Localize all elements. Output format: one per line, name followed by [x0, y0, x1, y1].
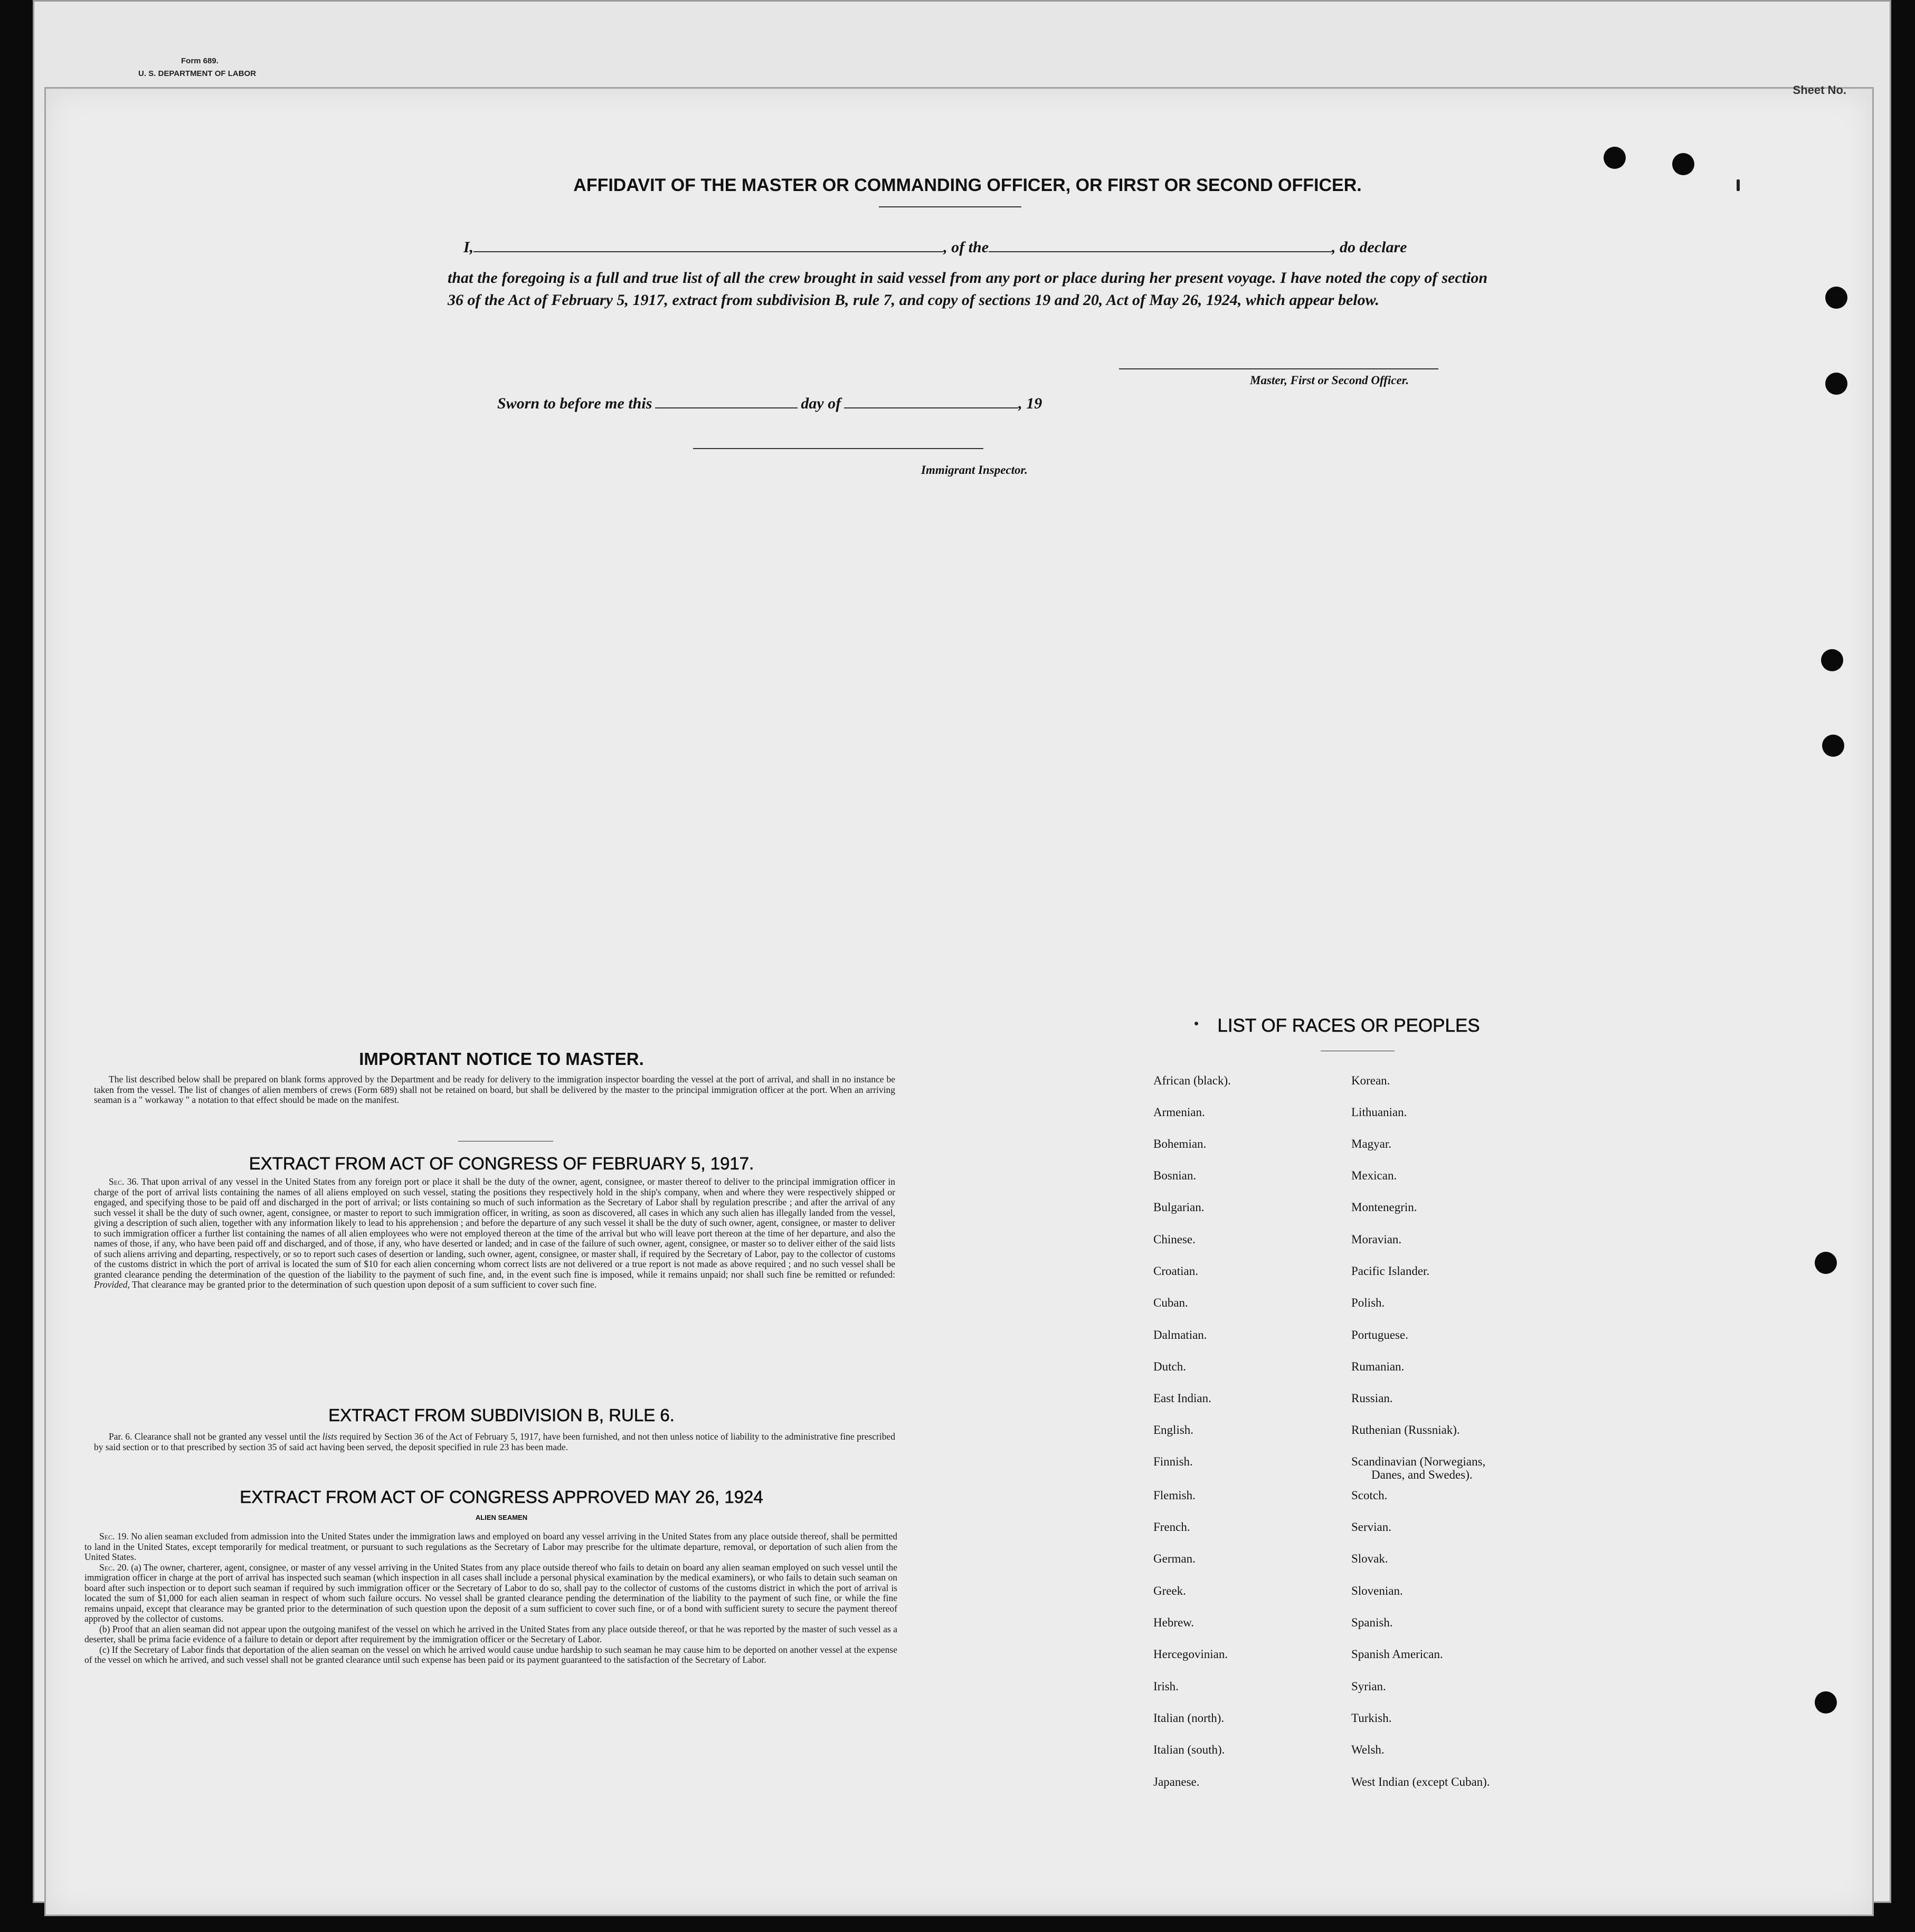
race-item: Flemish.: [1153, 1489, 1196, 1502]
race-item: Bulgarian.: [1153, 1201, 1205, 1214]
notice-title: IMPORTANT NOTICE TO MASTER.: [359, 1049, 644, 1069]
alien-seamen-subtitle: ALIEN SEAMEN: [475, 1514, 528, 1521]
race-item: Syrian.: [1351, 1680, 1386, 1693]
master-signature-line[interactable]: [1119, 368, 1438, 369]
race-item: Italian (north).: [1153, 1711, 1225, 1725]
punch-hole: [1822, 735, 1844, 757]
punch-hole: [1825, 373, 1847, 395]
race-item: Cuban.: [1153, 1296, 1188, 1309]
race-item: Greek.: [1153, 1584, 1186, 1597]
extract-1924-body: Sec. 19. No alien seaman excluded from admission into the United States under the immigration laws and employed on board any vessel arriving in the United States from any place outside thereof, shall be permitted to land in the United States, except temporarily for medical treatment, or pursuant to such regulations as the Secretary of Labor may prescribe for the ultimate departure, removal, or deportation of such alien from the United States. Sec. 20. (a) The owner, charterer, agent, consignee, or master of any vessel arriving in the United States from any place outside thereof who fails to detain on board any alien seaman employed on such vessel until the immigration officer in charge at the port of arrival has inspected such seaman (which inspection in all cases shall include a personal physical examination by the medical examiners), or who fails to detain such seaman on board after such inspection or to deport such seaman if required by such immigration officer or the Secretary of Labor to do so, shall pay to the collector of customs of the customs district in which the port of arrival is located the sum of $1,000 for each alien seaman in respect of whom such failure occurs. No vessel shall be granted clearance pending the determination of the liability to the payment of such fine, or while the fine remains unpaid, except that clearance may be granted prior to the determination of such question upon the deposit of a sum sufficient to cover such fine, or of a bond with sufficient surety to secure the payment thereof approved by the collector of customs. (b) Proof that an alien seaman did not appear upon the outgoing manifest of the vessel on which he arrived in the United States from any place outside thereof, or that he was reported by the master of such vessel as a deserter, shall be prima facie evidence of a failure to detain or deport after requirement by the immigration officer or the Secretary of Labor. (c) If the Secretary of Labor finds that deportation of the alien seaman on the vessel on which he arrived would cause undue hardship to such seaman he may cause him to be deported on another vessel at the expense of the vessel on which he arrived, and such vessel shall not be granted clearance until such expense has been paid or its payment guaranteed to the satisfaction of the Secretary of Labor.: [84, 1531, 897, 1665]
affidavit-body: that the foregoing is a full and true list of all the crew brought in said vessel from any port or place during her present voyage. I have noted the copy of section 36 of the Act of February 5, 1917, extract from subdivision B, rule 7, and copy of sections 19 and 20, Act of May 26, 1924, which appear below.: [448, 269, 1487, 309]
race-item: Finnish.: [1153, 1455, 1193, 1468]
notice-body: The list described below shall be prepared on blank forms approved by the Department and be ready for delivery to the immigration inspector boarding the vessel at the port of arrival, and shall in no instance be taken from the vessel. The list of changes of alien members of crews (Form 689) shall not be retained on board, but shall be delivered by the master to the principal immigration officer at the port. When an arriving seaman is a " workaway " a notation to that effect should be made on the manifest.: [94, 1074, 895, 1105]
punch-hole: [1815, 1252, 1837, 1274]
race-item: Bosnian.: [1153, 1169, 1197, 1182]
race-item: Slovenian.: [1351, 1584, 1403, 1597]
race-item: English.: [1153, 1423, 1194, 1436]
affidavit-declaration-line: I, , of the , do declare: [463, 239, 1407, 256]
punch-hole: [1821, 649, 1843, 671]
race-item: African (black).: [1153, 1074, 1231, 1087]
mark: [1737, 179, 1740, 191]
punch-hole: [1672, 153, 1694, 175]
race-item: Korean.: [1351, 1074, 1390, 1087]
race-item: Chinese.: [1153, 1233, 1196, 1246]
department-label: U. S. DEPARTMENT OF LABOR: [138, 69, 257, 78]
race-item: French.: [1153, 1520, 1190, 1534]
race-item: Italian (south).: [1153, 1743, 1225, 1756]
extract-1924-title: EXTRACT FROM ACT OF CONGRESS APPROVED MAY 26, 1924: [240, 1487, 763, 1507]
race-item: Montenegrin.: [1351, 1201, 1417, 1214]
race-item: Pacific Islander.: [1351, 1264, 1430, 1278]
rule-6-title: EXTRACT FROM SUBDIVISION B, RULE 6.: [328, 1405, 675, 1425]
race-item: Hebrew.: [1153, 1616, 1194, 1629]
race-item: German.: [1153, 1552, 1196, 1565]
race-item: Dutch.: [1153, 1360, 1186, 1373]
race-item: Hercegovinian.: [1153, 1648, 1228, 1661]
race-item: Russian.: [1351, 1392, 1393, 1405]
sheet-number: Sheet No.: [1793, 83, 1846, 97]
race-item: East Indian.: [1153, 1392, 1211, 1405]
race-item: Spanish American.: [1351, 1648, 1443, 1661]
race-item: West Indian (except Cuban).: [1351, 1775, 1490, 1788]
race-item: Rumanian.: [1351, 1360, 1405, 1373]
race-item: Irish.: [1153, 1680, 1179, 1693]
name-blank[interactable]: [473, 251, 943, 252]
master-caption: Master, First or Second Officer.: [1250, 374, 1409, 387]
rule-6-body: Par. 6. Clearance shall not be granted any vessel until the lists required by Section 36 of the Act of February 5, 1917, have been furnished, and not then unless notice of liability to the administrative fine prescribed by said section or to that prescribed by section 35 of said act having been served, the deposit specified in rule 23 has been made.: [94, 1431, 895, 1452]
race-item: Japanese.: [1153, 1775, 1200, 1788]
race-item: Ruthenian (Russniak).: [1351, 1423, 1460, 1436]
punch-hole: [1815, 1691, 1837, 1714]
sworn-month-blank[interactable]: [844, 407, 1018, 408]
race-item: Scotch.: [1351, 1489, 1388, 1502]
title-rule: [879, 206, 1021, 207]
race-item: Slovak.: [1351, 1552, 1388, 1565]
form-number: Form 689.: [181, 56, 219, 65]
vessel-blank[interactable]: [989, 251, 1332, 252]
race-item: Portuguese.: [1351, 1328, 1408, 1341]
race-item: Armenian.: [1153, 1106, 1205, 1119]
punch-hole: [1604, 147, 1626, 169]
race-item: Lithuanian.: [1351, 1106, 1407, 1119]
race-item: Dalmatian.: [1153, 1328, 1207, 1341]
extract-1917-body: Sec. 36. That upon arrival of any vessel in the United States from any foreign port or place it shall be the duty of the owner, agent, consignee, or master thereof to deliver to the principal immigration officer in charge of the port of arrival lists containing the names of all aliens employed on such vessel, stating the positions they respectively hold in the ship's company, when and where they were respectively shipped or engaged, and specifying those to be paid off and discharged in the port of arrival; or lists containing so much of such information as the Secretary of Labor shall by regulation prescribe ; and after the arrival of any such vessel it shall be the duty of such owner, agent, consignee, or master to report to such immigration officer, in writing, as soon as discovered, all cases in which any such alien has illegally landed from the vessel, giving a description of such alien, together with any information likely to lead to his apprehension ; and before the departure of any such vessel it shall be the duty of such owner, agent, consignee, or master to deliver to such immigration officer a further list containing the names of all alien employees who were not employed thereon at the time of the arrival but who will leave port thereon at the time of her departure, and also the names of those, if any, who have been paid off and discharged, and of those, if any, who have deserted or landed; and in case of the failure of such owner, agent, consignee, or master so to deliver either of the said lists of such aliens arriving and departing, respectively, or so to report such cases of desertion or landing, such owner, agent, consignee, or master shall, if required by the Secretary of Labor, pay to the collector of customs of the customs district in which the port of arrival is located the sum of $10 for each alien concerning whom correct lists are not delivered or a true report is not made as above required ; and no such vessel shall be granted clearance pending the determination of the question of the liability to the payment of such fine, and, in the event such fine is imposed, while it remains unpaid; nor shall such fine be remitted or refunded: Provided, That clearance may be granted prior to the determination of such question upon deposit of a sum sufficient to cover such fine.: [94, 1176, 895, 1290]
race-item: Polish.: [1351, 1296, 1385, 1309]
race-item: Danes, and Swedes).: [1371, 1468, 1473, 1481]
race-item: Turkish.: [1351, 1711, 1392, 1725]
race-item: Mexican.: [1351, 1169, 1397, 1182]
inspector-caption: Immigrant Inspector.: [921, 463, 1028, 477]
punch-hole: [1825, 287, 1847, 309]
race-item: Servian.: [1351, 1520, 1392, 1534]
race-item: Moravian.: [1351, 1233, 1402, 1246]
race-item: Magyar.: [1351, 1137, 1392, 1150]
extract-1917-title: EXTRACT FROM ACT OF CONGRESS OF FEBRUARY 5, 1917.: [249, 1154, 754, 1173]
affidavit-title: AFFIDAVIT OF THE MASTER OR COMMANDING OFFICER, OR FIRST OR SECOND OFFICER.: [573, 175, 1362, 195]
sworn-line: Sworn to before me this day of , 19: [497, 395, 1042, 412]
race-item: Croatian.: [1153, 1264, 1198, 1278]
race-item: Scandinavian (Norwegians,: [1351, 1455, 1486, 1468]
race-item: Welsh.: [1351, 1743, 1385, 1756]
races-title: LIST OF RACES OR PEOPLES: [1217, 1015, 1480, 1036]
race-item: Spanish.: [1351, 1616, 1393, 1629]
sworn-day-blank[interactable]: [655, 407, 798, 408]
race-item: Bohemian.: [1153, 1137, 1207, 1150]
inspector-signature-line[interactable]: [693, 448, 983, 449]
